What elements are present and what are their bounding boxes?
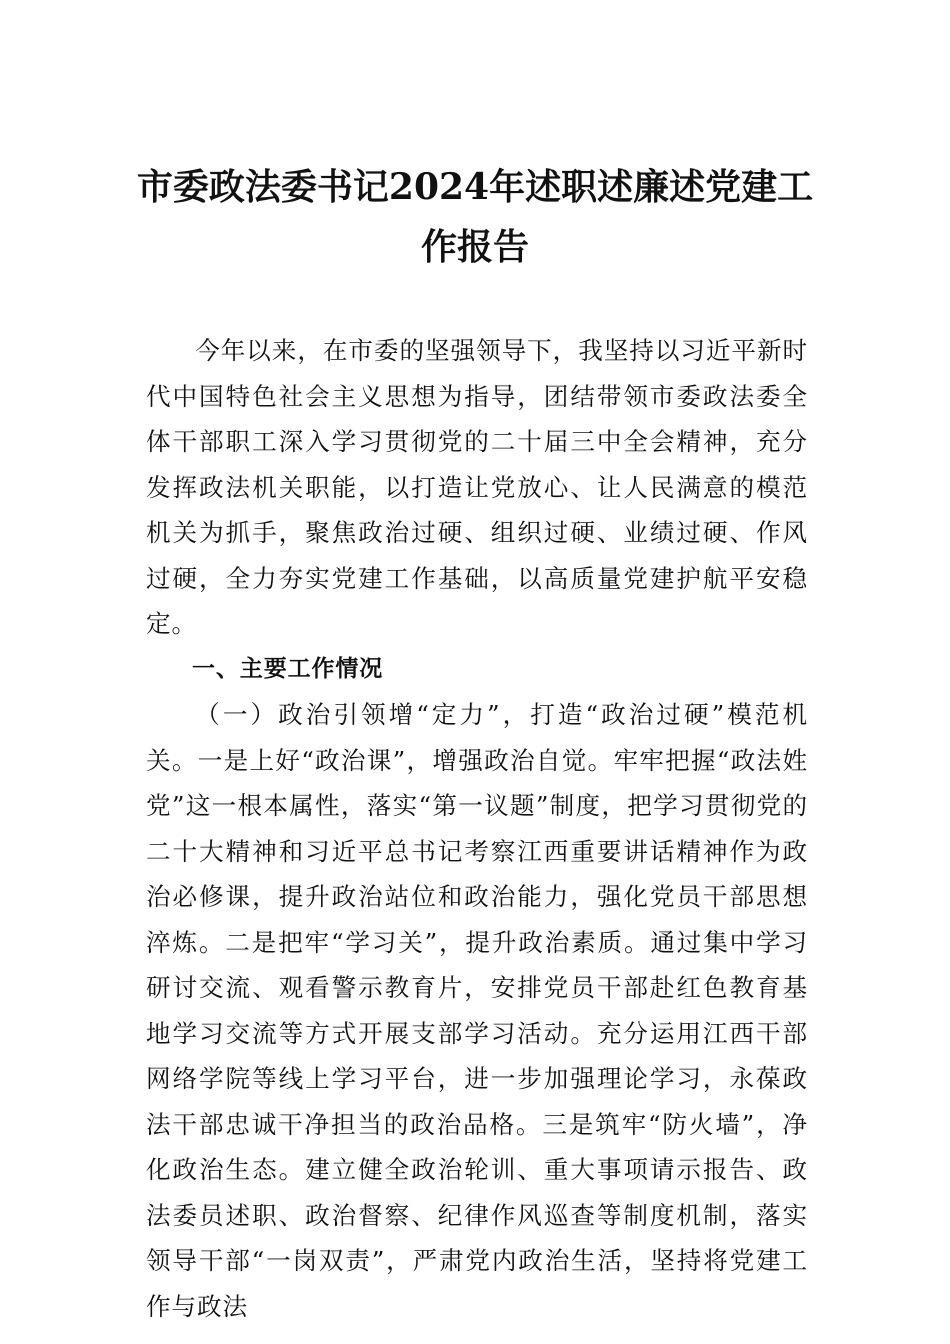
- intro-paragraph: 今年以来，在市委的坚强领导下，我坚持以习近平新时代中国特色社会主义思想为指导，团结带领市委政法委全体干部职工深入学习贯彻党的二十届三中全会精神，充分发挥政法机关职能，以打造让党放心、让人民满意的模范机关为抓手，聚焦政治过硬、组织过硬、业绩过硬、作风过硬，全力夯实党建工作基础，以高质量党建护航平安稳定。: [146, 336, 808, 638]
- section-1-paragraph: （一）政治引领增“定力”，打造“政治过硬”模范机关。一是上好“政治课”，增强政治自觉。牢牢把握“政法姓党”这一根本属性，落实“第一议题”制度，把学习贯彻党的二十大精神和习近平总书记考察江西重要讲话精神作为政治必修课，提升政治站位和政治能力，强化党员干部思想淬炼。二是把牢“学习关”，提升政治素质。通过集中学习研讨交流、观看警示教育片，安排党员干部赴红色教育基地学习交流等方式开展支部学习活动。充分运用江西干部网络学院等线上学习平台，进一步加强理论学习，永葆政法干部忠诚干净担当的政治品格。三是筑牢“防火墙”，净化政治生态。建立健全政治轮训、重大事项请示报告、政法委员述职、政治督察、纪律作风巡查等制度机制，落实领导干部“一岗双责”，严肃党内政治生活，坚持将党建工作与政法: [146, 700, 808, 1321]
- document-title-line-2: 作报告: [420, 226, 529, 268]
- section-heading-main-work: 一、主要工作情况: [192, 655, 384, 682]
- document-body: [146, 328, 808, 1329]
- document-title-line-1: 市委政法委书记2024年述职述廉述党建工: [136, 166, 814, 208]
